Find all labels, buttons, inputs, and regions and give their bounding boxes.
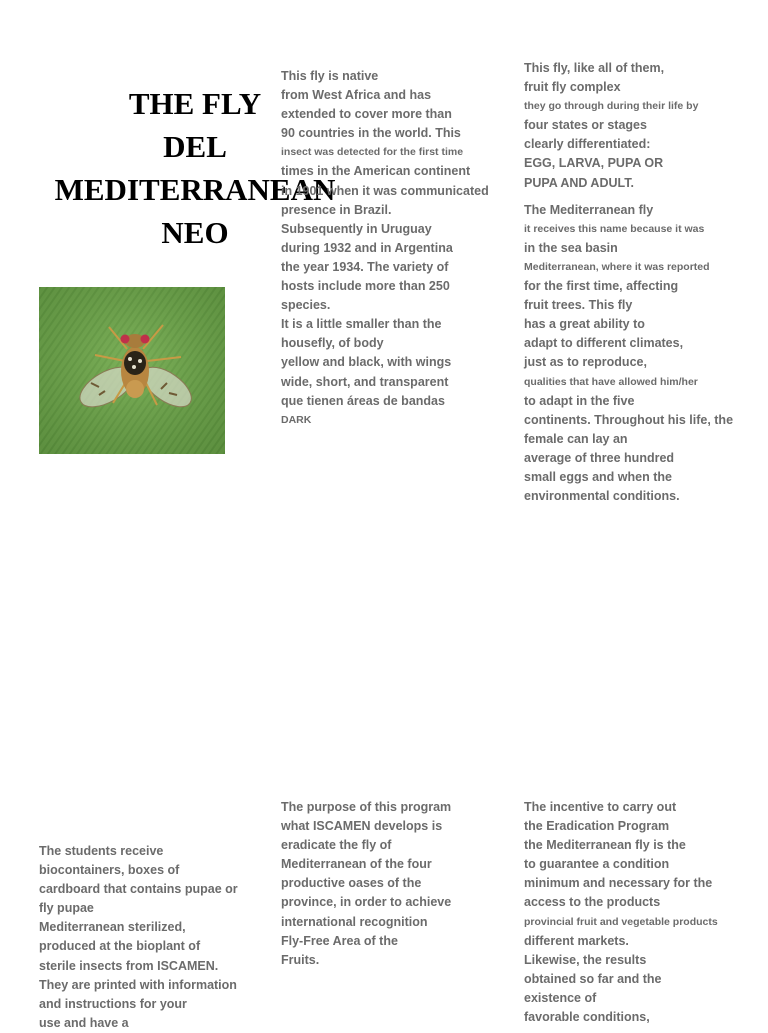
title-line-2: DEL [163,129,227,164]
text-line: adapt to different climates, [524,336,684,351]
text-line: the year 1934. The variety of [281,259,449,274]
column-top-right [524,59,733,506]
title-line-4: NEO [161,215,229,250]
text-line: what ISCAMEN develops is [281,819,443,834]
text-line: four states or stages [524,118,647,133]
text-line: 90 countries in the world. This [281,126,461,141]
text-line: species. [281,298,331,313]
column-bottom-middle [281,798,451,970]
text-line: and instructions for your [39,996,187,1011]
text-line: province, in order to achieve [281,895,452,910]
text-line: just as to reproduce, [524,355,647,370]
text-line: access to the products [524,895,661,910]
text-line: to adapt in the five [524,393,635,408]
text-line: The Mediterranean fly [524,202,654,217]
title-line-3: MEDITERRANEAN [54,172,336,207]
text-line: international recognition [281,914,428,929]
text-line: environmental conditions. [524,489,680,504]
fly-on-leaf-image [39,287,225,454]
text-line: provincial fruit and vegetable products [524,915,718,928]
text-line: PUPA AND ADULT. [524,175,634,190]
text-line: extended to cover more than [281,107,452,122]
text-line: wide, short, and transparent [281,374,449,389]
text-line: This fly is native [281,69,379,83]
text-line: Fly-Free Area of the [281,933,398,948]
text-line: presence in Brazil. [281,202,392,217]
text-line: fruit fly complex [524,80,621,95]
text-line: Mediterranean of the four [281,857,432,872]
fly-photo [39,287,225,454]
text-line: continents. Throughout his life, the [524,412,734,427]
text-line: to guarantee a condition [524,857,670,872]
text-line: average of three hundred [524,450,675,465]
text-line: insect was detected for the first time [281,146,464,159]
text-line: favorable conditions, [524,1010,650,1025]
text-line: eradicate the fly of [281,838,392,853]
text-line: different markets. [524,933,629,948]
column-bottom-right [524,798,718,1027]
text-line: for the first time, affecting [524,279,679,294]
text-line: from West Africa and has [281,88,432,103]
text-line: sterile insects from ISCAMEN. [39,958,219,973]
text-line: EGG, LARVA, PUPA OR [524,156,664,171]
text-line: Mediterranean sterilized, [39,920,186,935]
text-line: Likewise, the results [524,952,647,967]
text-line: it receives this name because it was [524,222,705,235]
text-line: minimum and necessary for the [524,876,713,891]
text-line: productive oases of the [281,876,422,891]
text-line: It is a little smaller than the [281,317,442,332]
column-bottom-left [39,842,238,1033]
text-line: cardboard that contains pupae or [39,882,238,897]
text-line: fruit trees. This fly [524,298,633,313]
text-line: the Mediterranean fly is the [524,838,686,853]
text-line: The incentive to carry out [524,800,677,814]
text-line: female can lay an [524,431,628,446]
text-line: biocontainers, boxes of [39,863,180,878]
text-line: clearly differentiated: [524,137,651,152]
text-line: This fly, like all of them, [524,61,665,75]
text-line: during 1932 and in Argentina [281,240,453,255]
text-line: The students receive [39,844,164,858]
text-line: yellow and black, with wings [281,355,452,370]
text-line: The purpose of this program [281,800,452,814]
text-line: has a great ability to [524,317,645,332]
text-line: DARK [281,413,312,426]
text-line: produced at the bioplant of [39,939,201,954]
paragraph-gap [524,193,733,201]
text-line: hosts include more than 250 [281,279,450,294]
text-line: in the sea basin [524,240,618,255]
text-line: existence of [524,990,597,1005]
text-line: que tienen áreas de bandas [281,393,445,408]
text-line: Fruits. [281,952,320,967]
text-line: they go through during their life by [524,100,699,113]
text-line: housefly, of body [281,336,384,351]
text-line: small eggs and when the [524,469,672,484]
text-line: Mediterranean, where it was reported [524,260,710,273]
text-line: obtained so far and the [524,971,662,986]
text-line: use and have a [39,1015,129,1030]
text-line: fly pupae [39,901,94,916]
text-line: the Eradication Program [524,819,670,834]
text-line: They are printed with information [39,977,237,992]
column-top-middle [281,67,489,430]
text-line: times in the American continent [281,164,471,179]
title-line-1: THE FLY [128,86,262,121]
text-line: qualities that have allowed him/her [524,375,698,388]
text-line: Subsequently in Uruguay [281,221,432,236]
text-line: in 1901 when it was communicated [281,183,489,198]
